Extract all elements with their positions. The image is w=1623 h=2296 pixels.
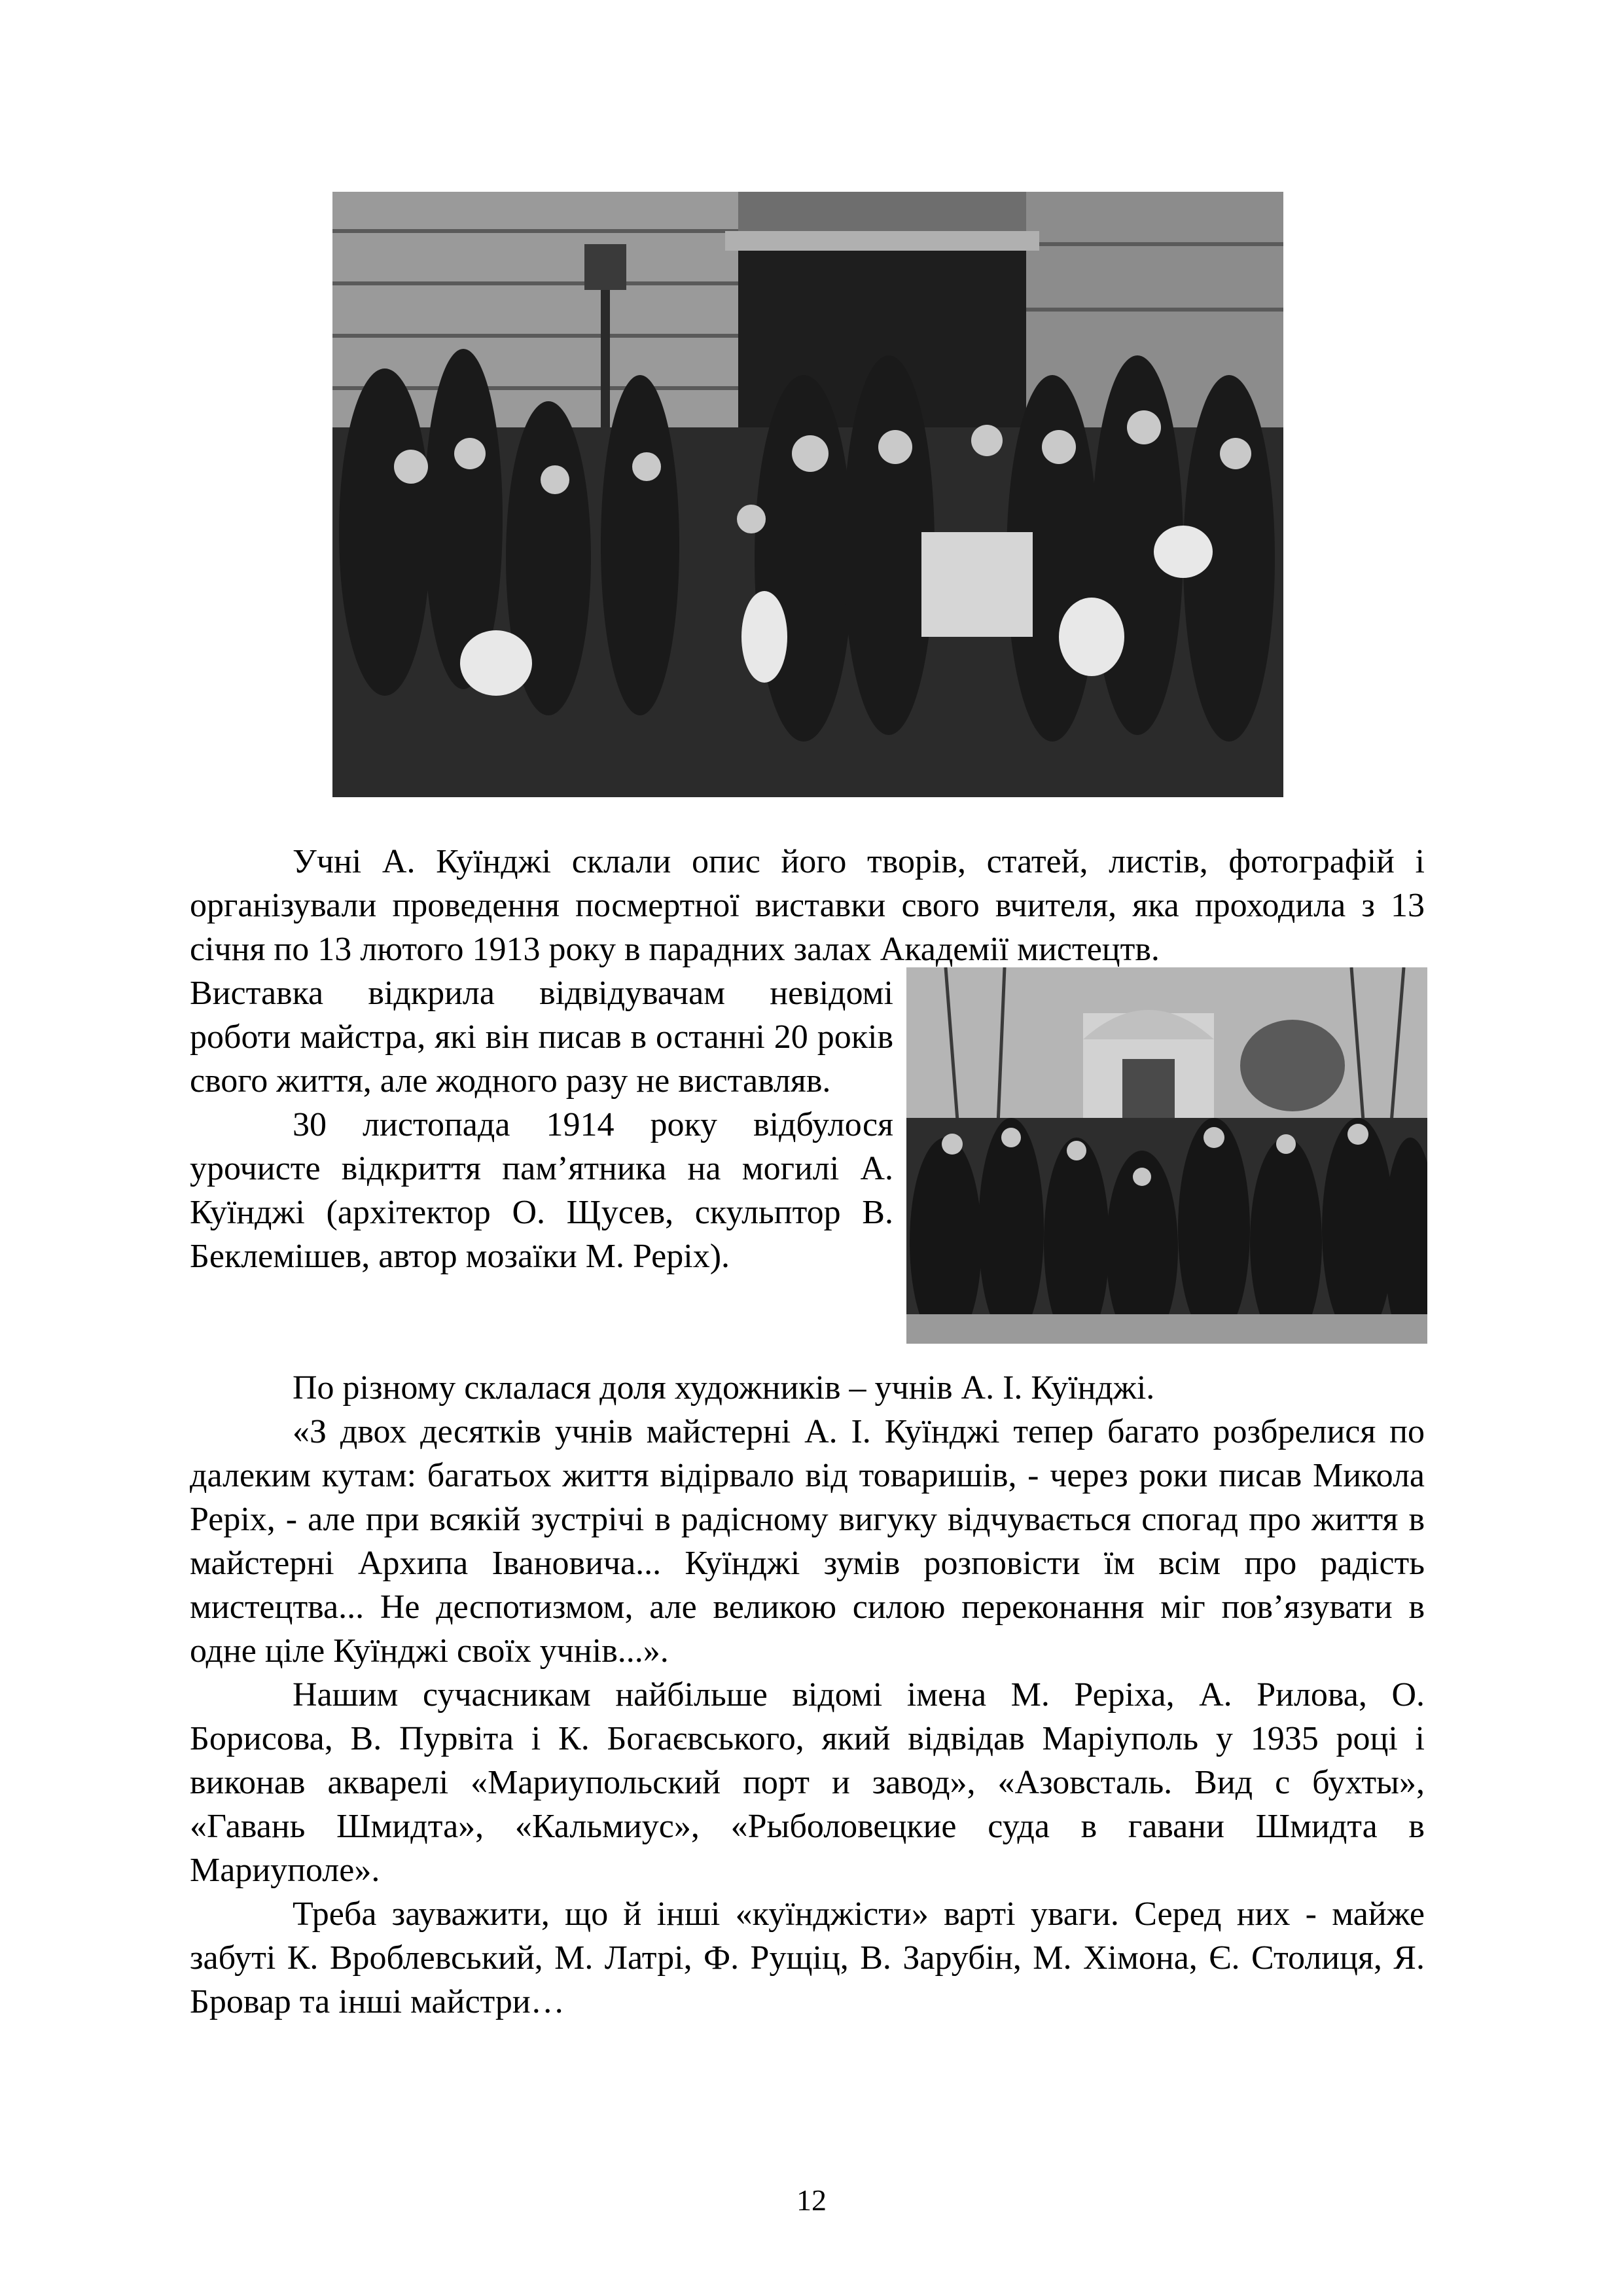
funeral-procession-photo	[332, 192, 1283, 797]
body-text-bottom	[190, 1366, 1425, 2024]
body-text-top	[190, 840, 1425, 971]
paragraph-1-continued: Виставка відкрила відвідувачам невідомі роботи майстра, які він писав в останні 20 років свого життя, але жодного разу не виставляв.	[190, 975, 893, 1100]
paragraph-6: Треба зауважити, що й інші «куїнджісти» варті уваги. Серед них - майже забуті К. Вроблевський, М. Латрі, Ф. Рущіц, В. Зарубін, М. Хімона, Є. Столиця, Я. Бровар та інші майстри…	[190, 1895, 1425, 2020]
paragraph-5: Нашим сучасникам найбільше відомі імена М. Реріха, А. Рилова, О. Борисова, В. Пурвіта і К. Богаєвського, який відвідав Маріуполь у 1935 році і виконав акварелі «Мариупольский порт и завод», «Азовсталь. Вид с бухты», «Гавань Шмидта», «Кальмиус», «Рыболовецкие суда в гавани Шмидта в Мариуполе».	[190, 1676, 1425, 1889]
page-number: 12	[796, 2183, 827, 2217]
monument-opening-photo	[906, 967, 1427, 1344]
paragraph-3: По різному склалася доля художників – учнів А. І. Куїнджі.	[293, 1369, 1155, 1407]
paragraph-4: «З двох десятків учнів майстерні А. І. Куїнджі тепер багато розбрелися по далеким кутам: багатьох життя відірвало від товаришів, - через роки писав Микола Реріх, - але при всякій зустрічі в радісному вигуку відчувається спогад про життя в майстерні Архипа Івановича... Куїнджі зумів розповісти їм всім про радість мистецтва... Не деспотизмом, але великою силою переконання міг пов’язувати в одне ціле Куїнджі своїх учнів...».	[190, 1413, 1425, 1670]
funeral-photo-illustration	[332, 192, 1283, 797]
monument-photo-illustration	[906, 967, 1427, 1344]
body-text-wrapped	[190, 971, 893, 1278]
paragraph-1: Учні А. Куїнджі склали опис його творів, статей, листів, фотографій і організували проведення посмертної виставки свого вчителя, яка проходила з 13 січня по 13 лютого 1913 року в парадних залах Академії мистецтв.	[190, 843, 1425, 968]
paragraph-2: 30 листопада 1914 року відбулося урочисте відкриття пам’ятника на могилі А. Куїнджі (архітектор О. Щусев, скульптор В. Беклемішев, автор мозаїки М. Реріх).	[190, 1106, 893, 1275]
